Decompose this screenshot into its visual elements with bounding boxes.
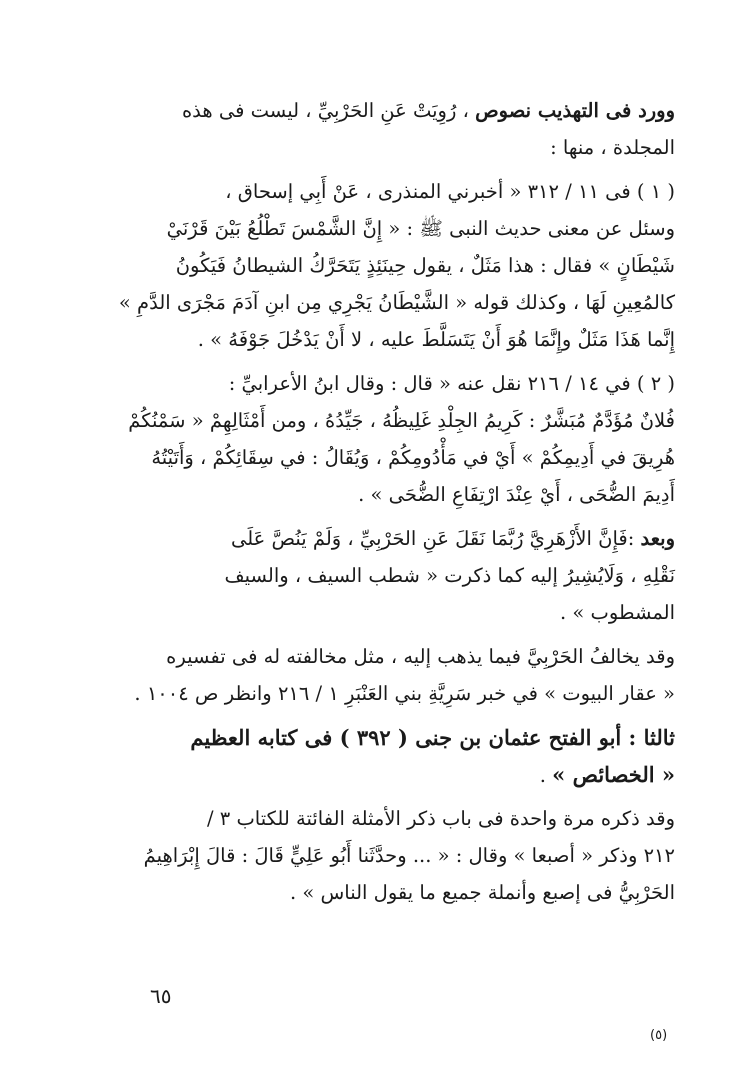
- line-text: :فَإِنَّ الأَزْهَرِيَّ رُبَّمَا نَقَلَ عَنِ الحَرْبِيِّ ، وَلَمْ يَنُصَّ عَلَى: [230, 527, 641, 550]
- text-line: إِنَّما هَذَا مَثَلٌ وإِنَّمَا هُوَ أَنْ يَتَسَلَّطَ عليه ، لا أَنْ يَدْخُلَ جَوْفَهُ » .: [197, 328, 675, 351]
- heading-line: [138, 756, 675, 793]
- page-body: [118, 92, 675, 911]
- text-line: أَدِيمَ الضُّحَى ، أَيْ عِنْدَ ارْتِفَاعِ الضُّحَى » .: [358, 483, 675, 506]
- paragraph-lead: وبعد: [640, 527, 675, 550]
- text-line: وقد يخالفُ الحَرْبِيَّ فيما يذهب إليه ، مثل مخالفته له فى تفسيره: [166, 645, 675, 668]
- text-line: الحَرْبِيُّ فى إصبع وأنملة جميع ما يقول الناس » .: [289, 881, 675, 904]
- paragraph: [138, 520, 675, 631]
- page-number: ٦٥: [150, 984, 172, 1008]
- text-line: وسئل عن معنى حديث النبى ﷺ : « إِنَّ الشَّمْسَ تَطْلُعُ بَيْنَ قَرْنَيْ: [166, 217, 675, 240]
- text-line: فُلانٌ مُؤَدَّمٌ مُبَشَّرٌ : كَرِيمُ الجِلْدِ غَلِيظُهُ ، جَيِّدُهُ ، ومن أَمْثَالِهِمْ « سَمْنُكُمْ: [128, 409, 675, 432]
- paragraph: [118, 173, 675, 358]
- line-text: ، رُوِيَتْ عَنِ الحَرْبِيِّ ، ليست فى هذه: [181, 99, 476, 122]
- line-text: .: [539, 764, 553, 787]
- paragraph: [138, 800, 675, 911]
- text-line: كالمُعِينِ لَهَا ، وكذلك قوله « الشَّيْطَانُ يَجْرِي مِن ابنِ آدَمَ مَجْرَى الدَّمِ »: [118, 291, 675, 314]
- text-line: « عقار البيوت » في خبر سَرِيَّةِ بني العَنْبَرِ ١ / ٢١٦ وانظر ص ١٠٠٤ .: [134, 682, 675, 705]
- text-line: ( ٢ ) في ١٤ / ٢١٦ نقل عنه « قال : وقال ابنُ الأعرابيِّ :: [228, 372, 675, 395]
- book-title: « الخصائص »: [552, 762, 675, 787]
- text-line: ( ١ ) فى ١١ / ٣١٢ « أخبرني المنذرى ، عَنْ أَبِي إسحاق ،: [225, 180, 675, 203]
- signature-mark: (٥): [650, 1028, 668, 1043]
- text-line: شَيْطَانٍ » فقال : هذا مَثَلٌ ، يقول حِينَئِذٍ يَتَحَرَّكُ الشيطانُ فَيَكُونُ: [175, 254, 675, 277]
- heading-line: ثالثا : أبو الفتح عثمان بن جنى ( ٣٩٢ ) فى كتابه العظيم: [190, 725, 675, 750]
- text-line: نَقْلِهِ ، وَلَايُشِيرُ إليه كما ذكرت « شطب السيف ، والسيف: [224, 564, 675, 587]
- text-line: المشطوب » .: [560, 601, 675, 624]
- paragraph-lead: وورد فى التهذيب نصوص: [475, 99, 675, 122]
- paragraph: [128, 365, 675, 513]
- text-line: هُرِيقَ في أَدِيمِكُمْ » أَيْ في مَأْدُومِكُمْ ، وَيُقَالُ : في سِقَائِكُمْ ، وَأَتَيْتُهُ: [151, 446, 675, 469]
- text-line: وقد ذكره مرة واحدة فى باب ذكر الأمثلة الفائتة للكتاب ٣ /: [206, 807, 675, 830]
- section-heading: [138, 719, 675, 793]
- text-line: المجلدة ، منها :: [550, 136, 675, 159]
- text-line: [138, 92, 675, 129]
- text-line: [138, 520, 675, 557]
- paragraph: [134, 638, 675, 712]
- text-line: ٢١٢ وذكر « أصبعا » وقال : « ... وحدَّثَنا أَبُو عَلِيٍّ قَالَ : قالَ إِبْرَاهِيمُ: [143, 844, 675, 867]
- paragraph: [138, 92, 675, 166]
